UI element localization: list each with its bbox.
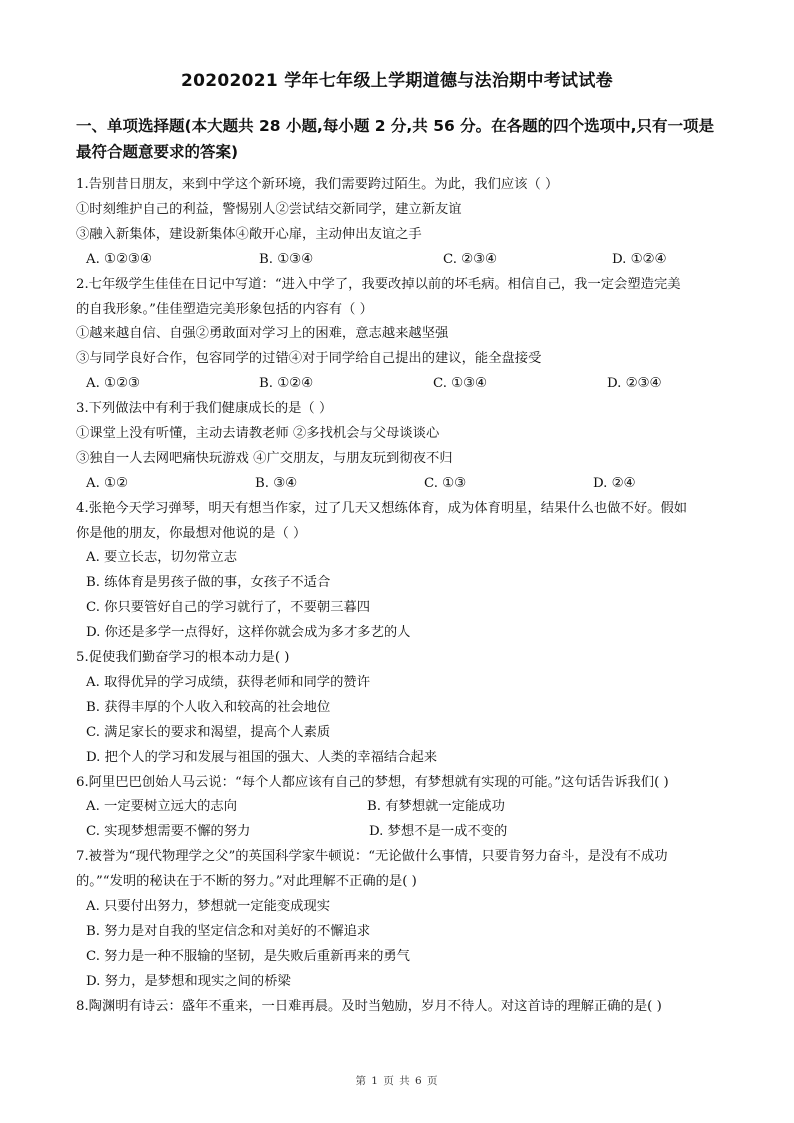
question-statement: ①越来越自信、自强②勇敢面对学习上的困难，意志越来越坚强 <box>76 326 449 341</box>
question-stem: 的。”“发明的秘诀在于不断的努力。”对此理解不正确的是( ) <box>76 874 417 889</box>
page-title: 20202021 学年七年级上学期道德与法治期中考试试卷 <box>181 71 613 91</box>
question-stem: 7.被誉为“现代物理学之父”的英国科学家牛顿说：“无论做什么事情，只要肯努力奋斗，是没有不成功 <box>76 849 668 864</box>
question-statement: ③独自一人去网吧痛快玩游戏 ④广交朋友，与朋友玩到彻夜不归 <box>76 451 453 466</box>
option-d: D. ①②④ <box>612 252 667 267</box>
option-d: D. ②④ <box>593 476 636 491</box>
question-stem: 5.促使我们勤奋学习的根本动力是( ) <box>76 650 290 665</box>
option-d: D. 你还是多学一点得好，这样你就会成为多才多艺的人 <box>86 625 411 640</box>
option-c: C. ①③ <box>424 476 466 491</box>
question-statement: ③融入新集体，建设新集体④敞开心扉，主动伸出友谊之手 <box>76 227 422 242</box>
option-c: C. 努力是一种不服输的坚韧，是失败后重新再来的勇气 <box>86 949 410 964</box>
option-c: C. 你只要管好自己的学习就行了，不要朝三暮四 <box>86 600 371 615</box>
question-stem: 1.告别昔日朋友，来到中学这个新环境，我们需要跨过陌生。为此，我们应该（ ） <box>76 177 559 192</box>
question-statement: ①课堂上没有听懂，主动去请教老师 ②多找机会与父母谈谈心 <box>76 426 440 441</box>
option-d: D. 梦想不是一成不变的 <box>369 824 508 839</box>
question-stem: 你是他的朋友，你最想对他说的是（ ） <box>76 526 307 541</box>
option-a: A. ①②③ <box>86 376 140 391</box>
option-d: D. ②③④ <box>607 376 662 391</box>
option-a: A. 一定要树立远大的志向 <box>86 799 238 814</box>
question-statement: ①时刻维护自己的利益，警惕别人②尝试结交新同学，建立新友谊 <box>76 202 462 217</box>
option-c: C. ②③④ <box>443 252 497 267</box>
option-b: B. ③④ <box>255 476 298 491</box>
option-b: B. 练体育是男孩子做的事，女孩子不适合 <box>86 575 331 590</box>
option-c: C. 满足家长的要求和渴望，提高个人素质 <box>86 725 331 740</box>
option-a: A. 要立长志，切勿常立志 <box>86 550 238 565</box>
option-a: A. 只要付出努力，梦想就一定能变成现实 <box>86 899 331 914</box>
option-b: B. ①③④ <box>259 252 313 267</box>
option-a: A. ①② <box>86 476 128 491</box>
option-b: B. 获得丰厚的个人收入和较高的社会地位 <box>86 700 331 715</box>
option-b: B. 努力是对自我的坚定信念和对美好的不懈追求 <box>86 924 371 939</box>
option-a: A. 取得优异的学习成绩，获得老师和同学的赞许 <box>86 675 370 690</box>
option-d: D. 努力，是梦想和现实之间的桥梁 <box>86 974 291 989</box>
question-statement: ③与同学良好合作，包容同学的过错④对于同学给自己提出的建议，能全盘接受 <box>76 351 542 366</box>
page-footer: 第 1 页 共 6 页 <box>355 1075 439 1087</box>
question-stem: 的自我形象。”佳佳塑造完美形象包括的内容有（ ） <box>76 302 373 317</box>
question-stem: 4.张艳今天学习弹琴，明天有想当作家，过了几天又想练体育，成为体育明星，结果什么也做不好。假如 <box>76 501 688 516</box>
question-stem: 3.下列做法中有利于我们健康成长的是（ ） <box>76 401 333 416</box>
option-c: C. 实现梦想需要不懈的努力 <box>86 824 251 839</box>
section-header: 一、单项选择题(本大题共 28 小题,每小题 2 分,共 56 分。在各题的四个选项中,只有一项是最符合题意要求的答案) <box>76 117 715 161</box>
option-b: B. ①②④ <box>259 376 313 391</box>
question-stem: 2.七年级学生佳佳在日记中写道：“进入中学了，我要改掉以前的坏毛病。相信自己，我一定会塑造完美 <box>76 277 681 292</box>
option-a: A. ①②③④ <box>86 252 152 267</box>
option-d: D. 把个人的学习和发展与祖国的强大、人类的幸福结合起来 <box>86 750 438 765</box>
question-stem: 8.陶渊明有诗云：盛年不重来，一日难再晨。及时当勉励，岁月不待人。对这首诗的理解正确的是( ) <box>76 999 662 1014</box>
option-c: C. ①③④ <box>433 376 487 391</box>
option-b: B. 有梦想就一定能成功 <box>367 799 505 814</box>
question-stem: 6.阿里巴巴创始人马云说：“每个人都应该有自己的梦想，有梦想就有实现的可能。”这句话告诉我们( ) <box>76 775 669 790</box>
